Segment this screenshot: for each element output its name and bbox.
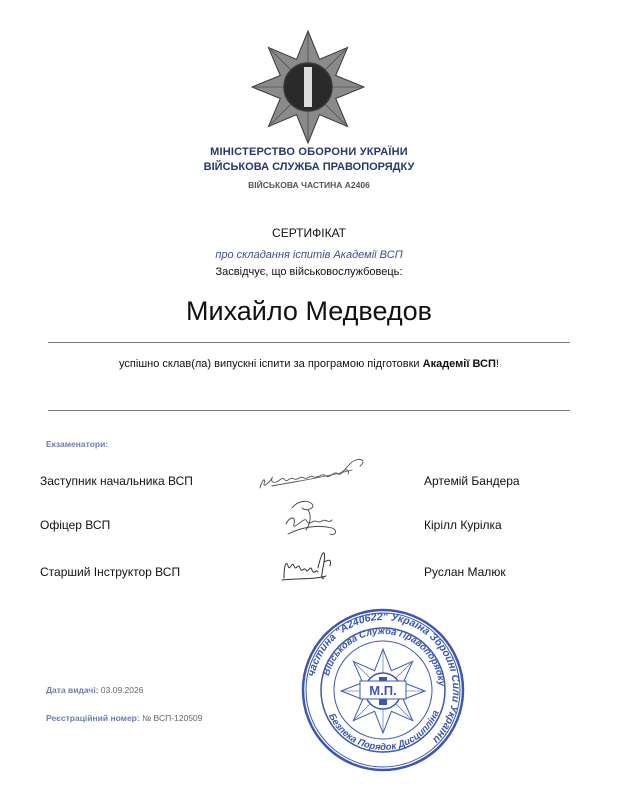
issue-date (46, 685, 143, 695)
completion-text-start: успішно склав(ла) випускні іспити за програмою підготовки (119, 358, 423, 370)
recipient-name: Михайло Медведов (186, 296, 432, 326)
emblem-icon (249, 28, 367, 146)
divider (48, 342, 570, 343)
service-heading: ВІЙСЬКОВА СЛУЖБА ПРАВОПОРЯДКУ (203, 161, 415, 173)
academy-name: Академії ВСП (422, 358, 496, 370)
stamp-icon (300, 607, 466, 773)
registration-number (46, 713, 202, 723)
signature-2-icon (252, 494, 372, 542)
examiner-role: Старший Інструктор ВСП (40, 565, 181, 579)
examiner-name: Руслан Малюк (424, 565, 506, 579)
svg-text:частина "А240622" Україна Збр: частина "А240622" Україна Збройні Сили України (305, 610, 463, 746)
unit-heading: ВІЙСЬКОВА ЧАСТИНА А2406 (248, 180, 370, 190)
divider (48, 410, 570, 411)
registration-number-label: Реєстраційний номер: (46, 713, 140, 723)
issue-date-label: Дата видачі: (46, 685, 99, 695)
ministry-heading: МІНІСТЕРСТВО ОБОРОНИ УКРАЇНИ (210, 146, 408, 158)
registration-number-value: № ВСП-120509 (142, 713, 203, 723)
issue-date-value: 03.09.2026 (100, 685, 144, 695)
examiner-name: Кірілл Курілка (424, 518, 502, 532)
examiners-label: Екзаменатори: (46, 439, 109, 449)
certificate-subtitle: про складання іспитів Академії ВСП (215, 249, 403, 261)
signature-3-icon (252, 540, 372, 588)
examiner-name: Артемій Бандера (424, 474, 520, 488)
completion-text (0, 358, 618, 370)
svg-text:Військова Служба Правопорядку: Військова Служба Правопорядку (321, 625, 447, 687)
signature-1-icon (252, 448, 372, 496)
certifies-text: Засвідчує, що військовослужбовець: (215, 266, 403, 278)
examiner-role: Офіцер ВСП (40, 518, 111, 532)
certificate-title: СЕРТИФІКАТ (272, 226, 346, 240)
examiner-role: Заступник начальника ВСП (40, 474, 193, 488)
svg-text:Безпека Порядок Дисципліна: Безпека Порядок Дисципліна (325, 708, 442, 754)
svg-text:М.П.: М.П. (369, 683, 397, 698)
completion-text-end: ! (495, 358, 499, 370)
